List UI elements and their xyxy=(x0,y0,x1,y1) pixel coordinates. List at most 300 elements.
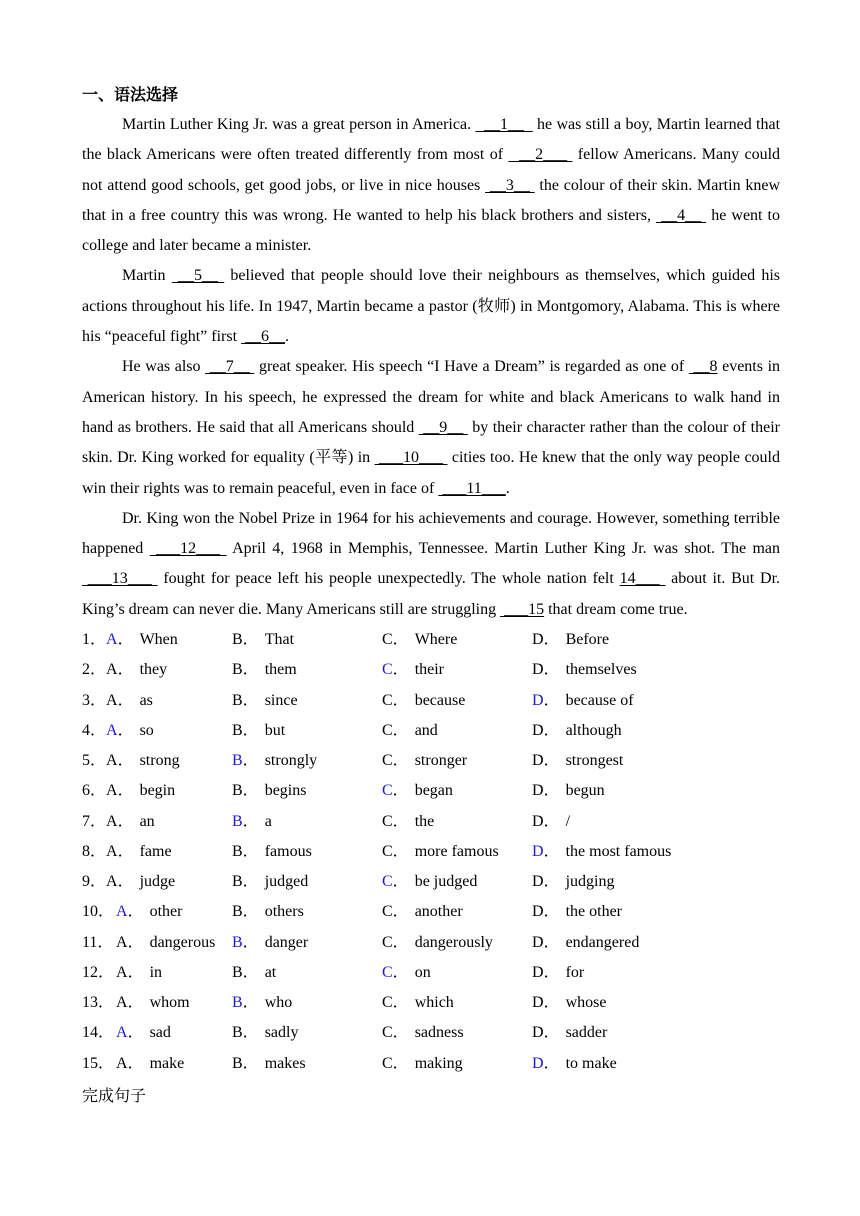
option-letter: D xyxy=(532,842,544,860)
option-separator: ． xyxy=(543,812,560,830)
option-b[interactable] xyxy=(232,988,292,1018)
option-a[interactable] xyxy=(116,897,182,927)
passage-text: believed that people should love their neighbours as themselves, which guided his actions throughout his life. In 1947, Martin became a pastor (牧师) in Montgomory, Alabama. This is where his “peaceful fight” first xyxy=(82,267,781,346)
option-separator: ． xyxy=(127,933,144,951)
option-separator: ． xyxy=(392,691,409,709)
option-text: on xyxy=(414,963,431,981)
option-text: make xyxy=(149,1054,185,1072)
blank-number: __3__ xyxy=(485,176,535,194)
option-text: their xyxy=(414,661,445,679)
option-c[interactable] xyxy=(382,1018,464,1048)
option-letter: D xyxy=(532,903,544,921)
option-c[interactable] xyxy=(382,1049,463,1079)
option-c[interactable] xyxy=(382,837,499,867)
option-letter: B xyxy=(232,873,243,891)
option-letter: C xyxy=(382,691,393,709)
option-c[interactable] xyxy=(382,776,453,806)
option-separator: ． xyxy=(543,782,560,800)
option-b[interactable] xyxy=(232,897,304,927)
passage-text: great speaker. His speech “I Have a Dream” is regarded as one of xyxy=(254,358,689,376)
option-a[interactable] xyxy=(116,1049,184,1079)
blank-number: __1__ xyxy=(475,116,533,133)
option-letter: A xyxy=(106,661,118,679)
passage-text: that dream come true. xyxy=(544,600,688,618)
passage-text: Martin xyxy=(122,267,172,285)
option-text: famous xyxy=(264,842,312,860)
option-letter: A xyxy=(106,782,118,800)
option-text: judging xyxy=(565,873,615,891)
option-letter: D xyxy=(532,963,544,981)
option-a[interactable] xyxy=(106,716,154,746)
option-a[interactable] xyxy=(116,958,162,988)
option-d[interactable] xyxy=(532,655,637,685)
option-text: That xyxy=(264,631,295,649)
option-d[interactable] xyxy=(532,776,605,806)
option-b[interactable] xyxy=(232,837,312,867)
option-letter: C xyxy=(382,963,393,981)
option-b[interactable] xyxy=(232,1018,298,1048)
option-text: sad xyxy=(149,1024,171,1042)
option-d[interactable] xyxy=(532,625,609,655)
option-separator: ． xyxy=(392,1024,409,1042)
option-letter: D xyxy=(532,782,544,800)
option-c[interactable] xyxy=(382,625,457,655)
option-letter: B xyxy=(232,661,243,679)
passage-paragraph xyxy=(82,504,780,625)
blank-number: __9__ xyxy=(418,418,468,436)
option-separator: ． xyxy=(392,721,409,739)
option-letter: B xyxy=(232,721,243,739)
option-c[interactable] xyxy=(382,988,454,1018)
question-number: 14． xyxy=(82,1024,115,1042)
option-d[interactable] xyxy=(532,958,584,988)
option-separator: ． xyxy=(543,752,560,770)
option-separator: ． xyxy=(242,903,259,921)
option-letter: B xyxy=(232,752,243,770)
option-separator: ． xyxy=(543,661,560,679)
option-text: begin xyxy=(139,782,176,800)
option-text: fame xyxy=(139,842,172,860)
question-row xyxy=(82,716,780,746)
option-b[interactable] xyxy=(232,655,297,685)
option-letter: D xyxy=(532,873,544,891)
option-text: although xyxy=(565,721,622,739)
passage-text: the colour of their skin. Martin knew that in a free country this was wrong. He wanted to help his black brothers and sisters, xyxy=(82,176,781,224)
option-letter: C xyxy=(382,721,393,739)
option-text: the most famous xyxy=(565,842,672,860)
question-number: 11． xyxy=(82,933,114,951)
passage-text: cities too. He knew that the only way people could win their rights was to remain peaceful, even in face of xyxy=(82,449,781,497)
option-separator: ． xyxy=(392,752,409,770)
option-text: danger xyxy=(264,933,309,951)
option-text: dangerous xyxy=(149,933,216,951)
option-b[interactable] xyxy=(232,867,308,897)
passage-text: fellow Americans. Many could not attend good schools, get good jobs, or live in nice houses xyxy=(82,146,781,194)
option-text: When xyxy=(139,631,178,649)
passage-text: Dr. King won the Nobel Prize in 1964 for his achievements and courage. However, something terrible happened xyxy=(82,509,780,558)
passage-text: Martin Luther King Jr. was a great person in America. xyxy=(122,116,476,133)
option-text: in xyxy=(149,963,163,981)
option-letter: D xyxy=(532,1024,544,1042)
option-letter: A xyxy=(106,631,118,649)
option-text: making xyxy=(414,1054,463,1072)
passage-text: He was also xyxy=(122,358,206,376)
option-b[interactable] xyxy=(232,686,298,716)
question-number: 15． xyxy=(82,1054,115,1072)
passage-text: he went to college and later became a minister. xyxy=(82,206,781,255)
option-letter: A xyxy=(106,812,118,830)
option-separator: ． xyxy=(242,782,259,800)
option-letter: C xyxy=(382,873,393,891)
question-number: 9． xyxy=(82,873,107,891)
option-letter: D xyxy=(532,691,544,709)
option-letter: A xyxy=(106,721,118,739)
option-d[interactable] xyxy=(532,897,622,927)
option-text: begins xyxy=(264,782,307,800)
passage-paragraph xyxy=(82,352,780,503)
option-c[interactable] xyxy=(382,958,431,988)
option-c[interactable] xyxy=(382,928,493,958)
option-text: sadly xyxy=(264,1024,299,1042)
option-letter: B xyxy=(232,903,243,921)
option-a[interactable] xyxy=(106,625,178,655)
question-number: 13． xyxy=(82,994,115,1012)
option-text: strongest xyxy=(565,752,624,770)
option-text: a xyxy=(264,812,272,830)
question-row xyxy=(82,958,780,988)
option-text: strong xyxy=(139,752,180,770)
option-letter: C xyxy=(382,782,393,800)
option-text: because of xyxy=(565,691,634,709)
passage-text: April 4, 1968 in Memphis, Tennessee. Martin Luther King Jr. was shot. The man xyxy=(226,540,781,558)
question-row xyxy=(82,807,780,837)
option-text: Before xyxy=(565,631,610,649)
option-separator: ． xyxy=(117,721,134,739)
question-number: 1． xyxy=(82,631,107,649)
option-letter: C xyxy=(382,812,393,830)
option-letter: D xyxy=(532,933,544,951)
option-letter: A xyxy=(116,1054,128,1072)
option-letter: B xyxy=(232,1024,243,1042)
option-d[interactable] xyxy=(532,988,606,1018)
option-separator: ． xyxy=(392,903,409,921)
option-separator: ． xyxy=(117,873,134,891)
option-text: other xyxy=(149,903,183,921)
option-letter: C xyxy=(382,933,393,951)
passage-text: . xyxy=(505,479,510,497)
option-b[interactable] xyxy=(232,928,308,958)
passage-text: by their character rather than the colour of their skin. Dr. King worked for equality (平等) in xyxy=(82,418,780,467)
option-letter: C xyxy=(382,661,393,679)
option-a[interactable] xyxy=(106,867,175,897)
option-c[interactable] xyxy=(382,867,477,897)
option-separator: ． xyxy=(127,903,144,921)
option-separator: ． xyxy=(117,631,134,649)
option-text: the xyxy=(414,812,435,830)
option-text: they xyxy=(139,661,168,679)
option-a[interactable] xyxy=(106,807,155,837)
question-row xyxy=(82,867,780,897)
question-row xyxy=(82,776,780,806)
option-b[interactable] xyxy=(232,807,272,837)
question-number: 7． xyxy=(82,812,107,830)
passage-paragraph xyxy=(82,110,780,261)
option-letter: D xyxy=(532,721,544,739)
question-row xyxy=(82,928,780,958)
option-d[interactable] xyxy=(532,716,622,746)
option-letter: B xyxy=(232,631,243,649)
option-text: the other xyxy=(565,903,622,921)
option-text: makes xyxy=(264,1054,306,1072)
option-separator: ． xyxy=(117,691,134,709)
passage-text: about it. But Dr. King’s dream can never die. Many Americans still are struggling xyxy=(82,570,781,618)
option-letter: D xyxy=(532,661,544,679)
option-separator: ． xyxy=(543,933,560,951)
option-d[interactable] xyxy=(532,867,614,897)
option-text: who xyxy=(264,994,293,1012)
option-separator: ． xyxy=(392,842,409,860)
option-text: for xyxy=(565,963,585,981)
option-separator: ． xyxy=(392,933,409,951)
option-separator: ． xyxy=(127,1024,144,1042)
blank-number: __7__ xyxy=(205,358,255,376)
option-d[interactable] xyxy=(532,746,623,776)
worksheet-page xyxy=(82,80,780,1111)
blank-number: ___11___ xyxy=(438,479,506,497)
question-number: 6． xyxy=(82,782,107,800)
option-text: stronger xyxy=(414,752,468,770)
option-letter: D xyxy=(532,1054,544,1072)
option-separator: ． xyxy=(242,661,259,679)
section-title: 一、语法选择 xyxy=(82,85,179,104)
option-c[interactable] xyxy=(382,897,463,927)
option-letter: A xyxy=(106,842,118,860)
question-row xyxy=(82,1018,780,1048)
option-letter: D xyxy=(532,752,544,770)
option-letter: A xyxy=(116,903,128,921)
passage-text: events in American history. In his speech, he expressed the dream for white and black Americans to walk hand in hand as brothers. He said that all Americans should xyxy=(82,358,781,436)
option-separator: ． xyxy=(242,873,259,891)
option-a[interactable] xyxy=(116,1018,171,1048)
option-a[interactable] xyxy=(116,988,190,1018)
option-text: them xyxy=(264,661,297,679)
question-row xyxy=(82,837,780,867)
option-d[interactable] xyxy=(532,837,671,867)
option-text: judged xyxy=(264,873,309,891)
option-separator: ． xyxy=(117,782,134,800)
option-letter: B xyxy=(232,1054,243,1072)
option-separator: ． xyxy=(242,631,259,649)
option-c[interactable] xyxy=(382,746,467,776)
passage-text: he was still a boy, Martin learned that the black Americans were often treated differently from most of xyxy=(82,116,781,164)
option-separator: ． xyxy=(242,933,259,951)
option-b[interactable] xyxy=(232,746,317,776)
option-text: sadder xyxy=(565,1024,608,1042)
option-text: but xyxy=(264,721,286,739)
blank-number: ___12___ xyxy=(149,540,227,558)
option-text: began xyxy=(414,782,453,800)
option-text: because xyxy=(414,691,466,709)
option-letter: D xyxy=(532,994,544,1012)
option-letter: A xyxy=(106,752,118,770)
option-separator: ． xyxy=(543,721,560,739)
option-separator: ． xyxy=(127,963,144,981)
option-letter: B xyxy=(232,812,243,830)
blank-number: __2___ xyxy=(508,146,573,164)
option-separator: ． xyxy=(242,1054,259,1072)
option-d[interactable] xyxy=(532,928,639,958)
blank-number: __4__ xyxy=(656,206,707,224)
option-letter: D xyxy=(532,631,544,649)
option-d[interactable] xyxy=(532,1049,617,1079)
question-row xyxy=(82,625,780,655)
option-separator: ． xyxy=(392,661,409,679)
option-separator: ． xyxy=(543,1024,560,1042)
option-text: as xyxy=(139,691,153,709)
option-letter: B xyxy=(232,842,243,860)
option-text: since xyxy=(264,691,298,709)
option-separator: ． xyxy=(543,963,560,981)
blank-number: ___15 xyxy=(500,600,545,618)
passage-text: . xyxy=(285,328,290,346)
blank-number: ___13___ xyxy=(82,570,158,588)
option-separator: ． xyxy=(242,691,259,709)
option-a[interactable] xyxy=(106,837,172,867)
question-number: 2． xyxy=(82,661,107,679)
option-letter: C xyxy=(382,994,393,1012)
option-b[interactable] xyxy=(232,776,306,806)
option-text: sadness xyxy=(414,1024,464,1042)
option-b[interactable] xyxy=(232,716,285,746)
option-separator: ． xyxy=(242,963,259,981)
option-separator: ． xyxy=(242,842,259,860)
option-letter: A xyxy=(116,1024,128,1042)
option-letter: C xyxy=(382,752,393,770)
option-text: more famous xyxy=(414,842,499,860)
question-row xyxy=(82,897,780,927)
option-a[interactable] xyxy=(106,776,175,806)
question-row xyxy=(82,655,780,685)
option-separator: ． xyxy=(543,691,560,709)
option-separator: ． xyxy=(392,782,409,800)
option-separator: ． xyxy=(392,963,409,981)
option-letter: B xyxy=(232,933,243,951)
option-separator: ． xyxy=(117,812,134,830)
question-number: 4． xyxy=(82,721,107,739)
option-letter: A xyxy=(106,873,118,891)
question-number: 12． xyxy=(82,963,115,981)
option-text: dangerously xyxy=(414,933,493,951)
option-a[interactable] xyxy=(106,686,153,716)
option-text: strongly xyxy=(264,752,318,770)
option-d[interactable] xyxy=(532,807,570,837)
option-letter: A xyxy=(116,933,128,951)
option-letter: A xyxy=(106,691,118,709)
section-title-complete-sentences: 完成句子 xyxy=(82,1085,147,1105)
blank-number: ___10___ xyxy=(374,449,448,467)
option-letter: C xyxy=(382,1024,393,1042)
option-a[interactable] xyxy=(116,928,215,958)
option-text: judge xyxy=(139,873,176,891)
blank-number: __6__ xyxy=(241,328,286,346)
option-separator: ． xyxy=(242,1024,259,1042)
passage xyxy=(82,110,780,625)
option-c[interactable] xyxy=(382,686,465,716)
question-row xyxy=(82,1049,780,1079)
option-separator: ． xyxy=(117,842,134,860)
option-separator: ． xyxy=(392,994,409,1012)
option-d[interactable] xyxy=(532,686,634,716)
option-letter: B xyxy=(232,782,243,800)
option-letter: C xyxy=(382,1054,393,1072)
option-a[interactable] xyxy=(106,746,180,776)
option-separator: ． xyxy=(392,873,409,891)
option-separator: ． xyxy=(392,631,409,649)
option-text: at xyxy=(264,963,277,981)
option-c[interactable] xyxy=(382,655,444,685)
option-text: endangered xyxy=(565,933,640,951)
option-letter: B xyxy=(232,691,243,709)
option-a[interactable] xyxy=(106,655,167,685)
question-number: 8． xyxy=(82,842,107,860)
question-number: 3． xyxy=(82,691,107,709)
option-separator: ． xyxy=(117,752,134,770)
option-separator: ． xyxy=(543,994,560,1012)
option-separator: ． xyxy=(242,812,259,830)
question-row xyxy=(82,988,780,1018)
option-text: which xyxy=(414,994,454,1012)
option-text: be judged xyxy=(414,873,478,891)
option-text: whose xyxy=(565,994,607,1012)
option-b[interactable] xyxy=(232,625,294,655)
option-b[interactable] xyxy=(232,1049,306,1079)
option-letter: D xyxy=(532,812,544,830)
option-text: to make xyxy=(565,1054,617,1072)
passage-paragraph xyxy=(82,261,780,352)
blank-number: __8 xyxy=(688,358,718,376)
question-row xyxy=(82,746,780,776)
option-b[interactable] xyxy=(232,958,276,988)
option-separator: ． xyxy=(543,873,560,891)
option-separator: ． xyxy=(543,1054,560,1072)
option-c[interactable] xyxy=(382,716,438,746)
option-text: others xyxy=(264,903,304,921)
option-separator: ． xyxy=(127,1054,144,1072)
option-letter: C xyxy=(382,631,393,649)
option-separator: ． xyxy=(543,842,560,860)
option-separator: ． xyxy=(242,721,259,739)
blank-number: __5__ xyxy=(171,267,225,285)
question-number: 10． xyxy=(82,903,115,921)
option-letter: C xyxy=(382,842,393,860)
option-text: another xyxy=(414,903,463,921)
option-text: themselves xyxy=(565,661,637,679)
option-text: an xyxy=(139,812,155,830)
option-letter: C xyxy=(382,903,393,921)
option-separator: ． xyxy=(543,903,560,921)
option-letter: B xyxy=(232,963,243,981)
option-text: / xyxy=(565,812,571,830)
option-d[interactable] xyxy=(532,1018,607,1048)
option-letter: A xyxy=(116,994,128,1012)
answer-options xyxy=(82,625,780,1079)
option-c[interactable] xyxy=(382,807,434,837)
option-separator: ． xyxy=(543,631,560,649)
option-letter: B xyxy=(232,994,243,1012)
question-row xyxy=(82,686,780,716)
option-text: Where xyxy=(414,631,458,649)
option-separator: ． xyxy=(242,752,259,770)
